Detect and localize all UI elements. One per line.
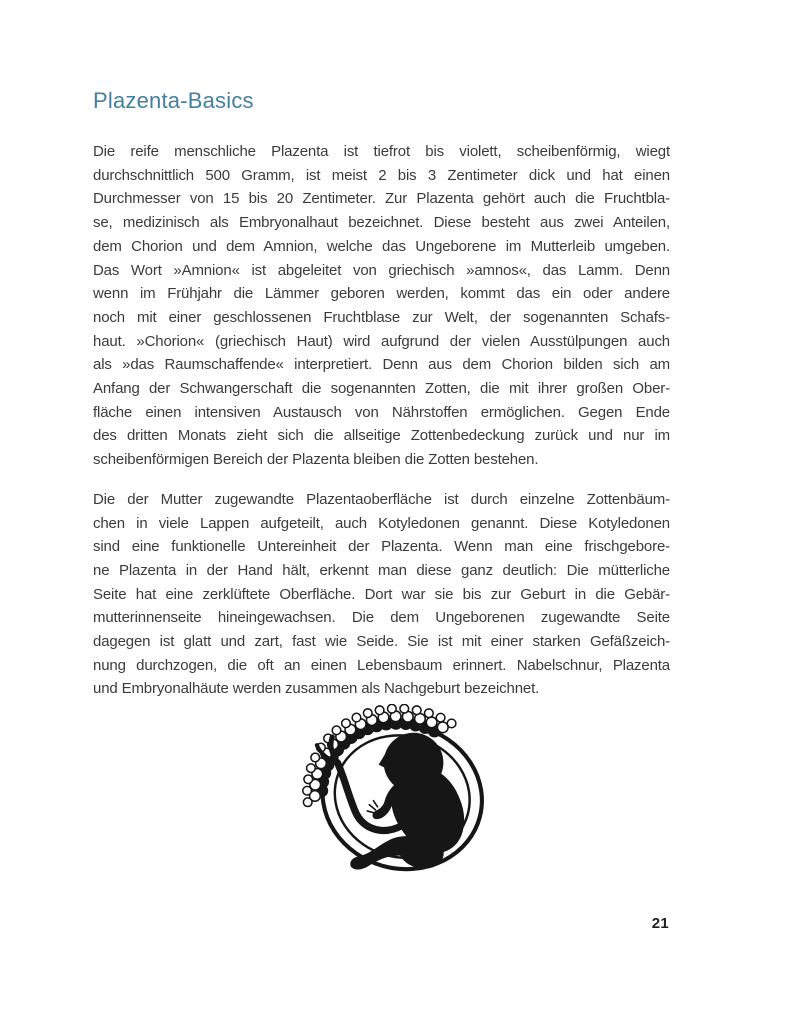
text-line: noch mit einer geschlossenen Fruchtblase zur Welt, der sogenannten Schafs- <box>93 308 670 326</box>
villus-bump <box>388 704 397 713</box>
text-line: sind eine funktionelle Untereinheit der Plazenta. Wenn man eine frischgebore- <box>93 538 670 556</box>
text-line: chen in viele Lappen aufgeteilt, auch Kotyledonen genannt. Diese Kotyledonen <box>93 514 670 532</box>
text-line: durchschnittlich 500 Gramm, ist meist 2 bis 3 Zentimeter dick und hat einen <box>93 166 670 184</box>
text-line: scheibenförmigen Bereich der Plazenta bleiben die Zotten bestehen. <box>93 451 539 469</box>
villus-bump <box>352 713 361 722</box>
text-line: und Embryonalhäute werden zusammen als Nachgeburt bezeichnet. <box>93 680 540 698</box>
villus-bump <box>342 719 351 728</box>
page-number: 21 <box>651 915 669 932</box>
text-line: dem Chorion und dem Amnion, welche das Ungeborene im Mutterleib umgeben. <box>93 237 670 255</box>
text-line: ne Plazenta in der Hand hält, erkennt man diese ganz deutlich: Die mütterliche <box>93 561 670 579</box>
villus-bump <box>307 764 316 773</box>
text-line: haut. »Chorion« (griechisch Haut) wird aufgrund der vielen Ausstülpungen auch <box>93 332 670 350</box>
villus-bump <box>447 719 456 728</box>
villus-bump <box>332 726 341 735</box>
villus-bump <box>303 786 312 795</box>
text-line: Durchmesser von 15 bis 20 Zentimeter. Zur Plazenta gehört auch die Fruchtbla- <box>93 190 670 208</box>
villus-bump <box>436 713 445 722</box>
body-text <box>93 140 670 701</box>
text-line: fläche einen intensiven Austausch von Nährstoffen ermöglichen. Gegen Ende <box>93 403 670 421</box>
womb-svg <box>291 704 497 885</box>
villus-bump <box>311 753 320 762</box>
text-line: Anfang der Schwangerschaft die sogenannten Zotten, die mit ihrer großen Ober- <box>93 380 670 398</box>
fetus-in-womb-illustration <box>0 704 788 885</box>
text-line: Das Wort »Amnion« ist abgeleitet von griechisch »amnos«, das Lamm. Denn <box>93 261 670 279</box>
villus-bump <box>375 706 384 715</box>
text-line: als »das Raumschaffende« interpretiert. Denn aus dem Chorion bilden sich am <box>93 356 670 374</box>
text-line: Die der Mutter zugewandte Plazentaoberfläche ist durch einzelne Zottenbäum- <box>93 490 670 508</box>
text-line: wenn im Frühjahr die Lämmer geboren werden, kommt das ein oder andere <box>93 285 670 303</box>
villus-bump <box>303 798 312 807</box>
villus-bump <box>426 717 437 728</box>
villus-bump <box>304 775 313 784</box>
text-line: nung durchzogen, die oft an einen Lebensbaum erinnert. Nabelschnur, Plazenta <box>93 656 670 674</box>
villus-bump <box>437 722 448 733</box>
text-line: des dritten Monats zieht sich die allseitige Zottenbedeckung zurück und nur im <box>93 427 670 445</box>
text-line: Die reife menschliche Plazenta ist tiefrot bis violett, scheibenförmig, wiegt <box>93 143 670 160</box>
paragraph <box>93 488 670 701</box>
page-content <box>93 88 670 701</box>
text-line: se, medizinisch als Embryonalhaut bezeichnet. Diese besteht aus zwei Anteilen, <box>93 214 670 232</box>
villus-bump <box>363 709 372 718</box>
paragraph <box>93 140 670 472</box>
page-title: Plazenta-Basics <box>93 88 254 113</box>
villus-bump <box>412 706 421 715</box>
text-line: Seite hat eine zerklüftete Oberfläche. Dort war sie bis zur Geburt in die Gebär- <box>93 585 670 603</box>
villus-bump <box>400 704 409 713</box>
text-line: mutterinnenseite hineingewachsen. Die dem Ungeborenen zugewandte Seite <box>93 609 670 627</box>
villus-bump <box>425 709 434 718</box>
text-line: dagegen ist glatt und zart, fast wie Seide. Sie ist mit einer starken Gefäßzeich- <box>93 633 670 651</box>
